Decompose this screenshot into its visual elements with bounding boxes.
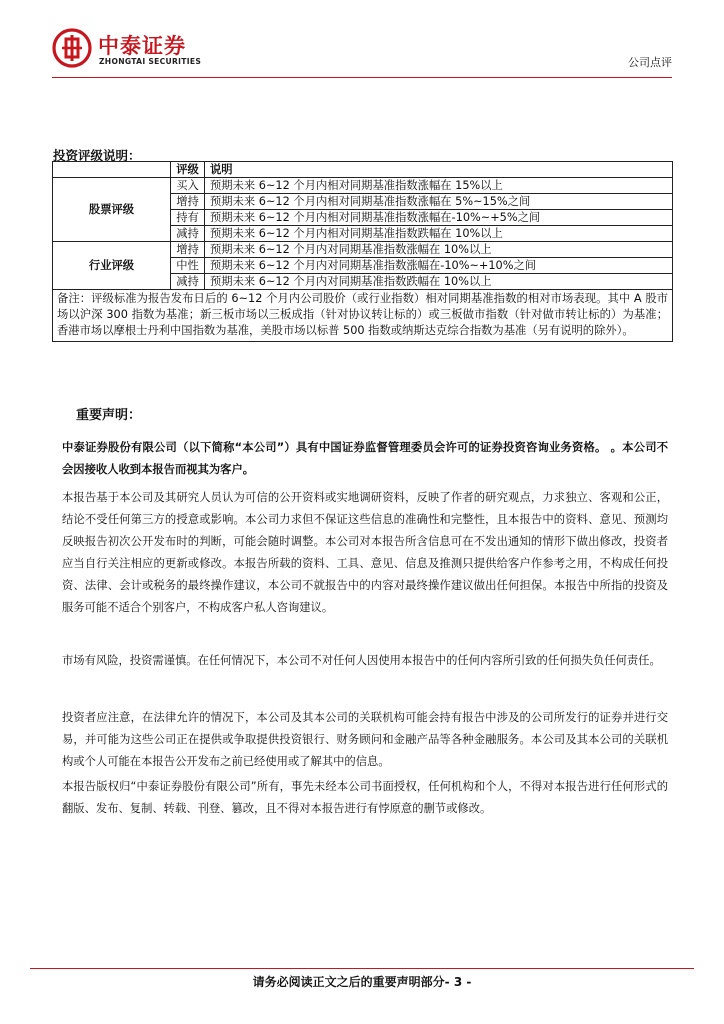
disclaimer-conflict: 投资者应注意，在法律允许的情况下，本公司及其本公司的关联机构可能会持有报告中涉及的公司所发行的证券并进行交易，并可能为这些公司正在提供或争取提供投资银行、财务顾问和金融产品等各种金融服务。本公司及其本公司的关联机构或个人可能在本报告公开发布之前已经使用或了解其中的信息。 <box>62 711 668 768</box>
rating-level: 持有 <box>171 210 205 226</box>
footer-divider <box>30 968 694 969</box>
rating-level: 减持 <box>171 274 205 290</box>
rating-table <box>52 161 673 342</box>
rating-desc: 预期未来 6~12 个月内对同期基准指数涨幅在-10%~+10%之间 <box>205 258 673 274</box>
logo-chinese-name: 中泰证券 <box>98 34 186 58</box>
header-divider <box>52 77 672 78</box>
rating-level: 中性 <box>171 258 205 274</box>
rating-level: 增持 <box>171 242 205 258</box>
table-header-row <box>53 162 673 178</box>
group-label-stock: 股票评级 <box>53 178 171 242</box>
disclaimer-basis: 本报告基于本公司及其研究人员认为可信的公开资料或实地调研资料，反映了作者的研究观点，力求独立、客观和公正，结论不受任何第三方的授意或影响。本公司力求但不保证这些信息的准确性和完整性，且本报告中的资料、意见、预测均反映报告初次公开发布时的判断，可能会随时调整。本公司对本报告所含信息可在不发出通知的情形下做出修改，投资者应当自行关注相应的更新或修改。本报告所载的资料、工具、意见、信息及推测只提供给客户作参考之用，不构成任何投资、法律、会计或税务的最终操作建议，本公司不就报告中的内容对最终操作建议做出任何担保。本报告中所指的投资及服务可能不适合个别客户，不构成客户私人咨询建议。 <box>62 491 668 614</box>
rating-desc: 预期未来 6~12 个月内对同期基准指数涨幅在 10%以上 <box>205 242 673 258</box>
disclaimer-copyright: 本报告版权归“中泰证券股份有限公司”所有，事先未经本公司书面授权，任何机构和个人，不得对本报告进行任何形式的翻版、发布、复制、转载、刊登、篡改，且不得对本报告进行有悖原意的删节或修改。 <box>62 780 668 815</box>
disclaimer-risk: 市场有风险，投资需谨慎。在任何情况下，本公司不对任何人因使用本报告中的任何内容所引致的任何损失负任何责任。 <box>62 654 661 667</box>
group-label-industry: 行业评级 <box>53 242 171 290</box>
rating-note: 备注：评级标准为报告发布日后的 6~12 个月内公司股价（或行业指数）相对同期基准指数的相对市场表现。其中 A 股市场以沪深 300 指数为基准；新三板市场以三板成指（针对协议转让标的）或三板做市指数（针对做市转让标的）为基准；香港市场以摩根士丹利中国指数为基准，美股市场以标普 500 指数或纳斯达克综合指数为基准（另有说明的除外）。 <box>53 290 673 342</box>
rating-level: 增持 <box>171 194 205 210</box>
zhongtai-logo-icon <box>52 28 92 68</box>
table-row <box>53 178 673 194</box>
column-header-level: 评级 <box>171 162 205 178</box>
rating-level: 买入 <box>171 178 205 194</box>
rating-desc: 预期未来 6~12 个月内相对同期基准指数涨幅在 15%以上 <box>205 178 673 194</box>
rating-section-title: 投资评级说明： <box>53 148 141 163</box>
rating-desc: 预期未来 6~12 个月内相对同期基准指数跌幅在 10%以上 <box>205 226 673 242</box>
rating-desc: 预期未来 6~12 个月内相对同期基准指数涨幅在 5%~15%之间 <box>205 194 673 210</box>
rating-desc: 预期未来 6~12 个月内对同期基准指数跌幅在 10%以上 <box>205 274 673 290</box>
page-footer: 请务必阅读正文之后的重要声明部分- 3 - <box>252 975 472 989</box>
disclaimer-qualification: 中泰证券股份有限公司（以下简称“本公司”）具有中国证券监督管理委员会许可的证券投资咨询业务资格。 。本公司不会因接收人收到本报告而视其为客户。 <box>62 441 668 476</box>
column-header-desc: 说明 <box>205 162 673 178</box>
table-header-blank <box>53 162 171 178</box>
table-row <box>53 242 673 258</box>
rating-desc: 预期未来 6~12 个月内相对同期基准指数涨幅在-10%~+5%之间 <box>205 210 673 226</box>
logo-english-name: ZHONGTAI SECURITIES <box>99 57 202 66</box>
table-note-row <box>53 290 673 342</box>
document-type: 公司点评 <box>628 56 672 69</box>
disclaimer-title: 重要声明： <box>76 408 142 423</box>
rating-level: 减持 <box>171 226 205 242</box>
page-header <box>52 28 672 72</box>
